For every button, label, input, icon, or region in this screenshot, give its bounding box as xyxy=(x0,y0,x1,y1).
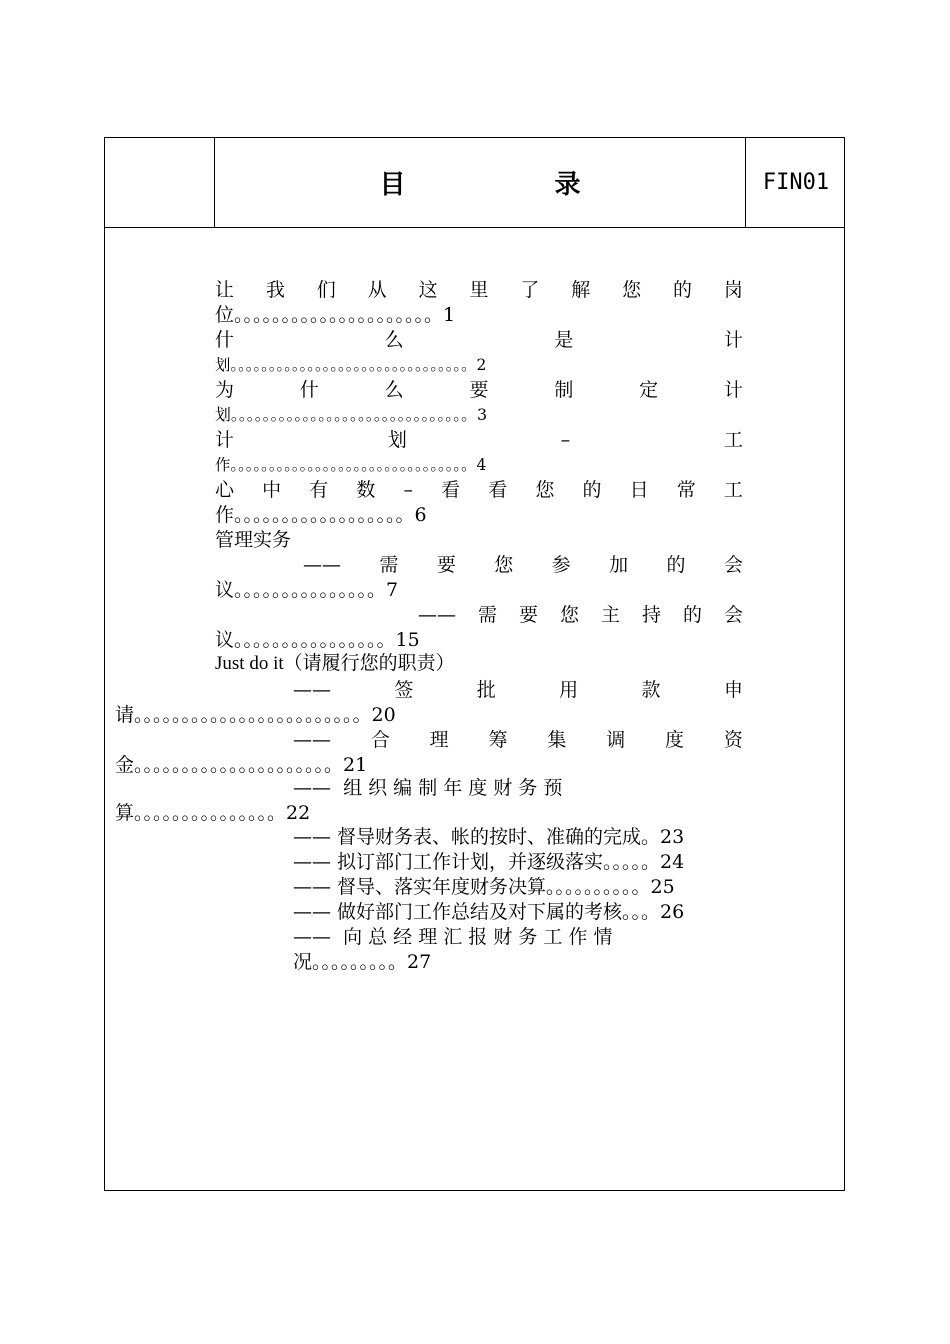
toc-section-heading: 管理实务 xyxy=(215,529,292,551)
toc-char: 的 xyxy=(582,479,602,501)
toc-char: 什 xyxy=(215,329,235,351)
toc-char: 什 xyxy=(299,379,319,401)
toc-char: 持 xyxy=(641,604,661,626)
header-bottom-rule xyxy=(105,227,844,228)
toc-char: 数 xyxy=(356,479,376,501)
toc-char: 中 xyxy=(262,479,282,501)
toc-char: 了 xyxy=(520,279,540,301)
toc-entry-9-line1 xyxy=(293,728,743,752)
toc-char: – xyxy=(403,479,413,501)
toc-char: 集 xyxy=(547,729,567,751)
toc-char: 工 xyxy=(723,479,743,501)
toc-char: 筹 xyxy=(488,729,508,751)
toc-char: 您 xyxy=(622,279,642,301)
toc-entry-6-line1 xyxy=(303,553,743,577)
toc-char: 度 xyxy=(665,729,685,751)
toc-entry-1-line2: 位。。。。。。。。。。。。。。。。。。。。。1 xyxy=(215,304,456,326)
toc-char: 需 xyxy=(477,604,497,626)
toc-char: —— xyxy=(303,554,341,576)
toc-entry-5-line2: 作。。。。。。。。。。。。。。。。。。6 xyxy=(215,504,427,526)
toc-entry-5-line1 xyxy=(215,478,743,502)
toc-char: 要 xyxy=(518,604,538,626)
toc-char: 加 xyxy=(609,554,629,576)
page-title: 目 录 xyxy=(379,170,651,200)
toc-char: 我 xyxy=(265,279,285,301)
toc-char: 会 xyxy=(723,554,743,576)
toc-char: 让 xyxy=(215,279,235,301)
toc-char: 的 xyxy=(682,604,702,626)
toc-char: 款 xyxy=(641,679,661,701)
toc-char: 用 xyxy=(559,679,579,701)
toc-entry-7-line2: 议。。。。。。。。。。。。。。。。15 xyxy=(215,629,420,651)
toc-char: 是 xyxy=(554,329,574,351)
toc-entry-8-line2: 请。。。。。。。。。。。。。。。。。。。。。。。。20 xyxy=(115,704,396,726)
toc-char: 计 xyxy=(723,329,743,351)
toc-char: 里 xyxy=(469,279,489,301)
toc-section-heading-2: Just do it（请履行您的职责） xyxy=(215,653,455,674)
toc-entry-8-line1 xyxy=(293,678,743,702)
toc-entry-3-line2: 划。。。。。。。。。。。。。。。。。。。。。。。。。。。。。。3 xyxy=(215,405,488,424)
toc-char: 们 xyxy=(316,279,336,301)
toc-char: 申 xyxy=(723,679,743,701)
toc-entry-6-line2: 议。。。。。。。。。。。。。。。7 xyxy=(215,579,399,601)
toc-char: —— xyxy=(293,679,331,701)
toc-entry-12: —— 拟订部门工作计划，并逐级落实。。。。。24 xyxy=(293,851,685,873)
document-code: FIN01 xyxy=(762,170,830,195)
toc-char: 看 xyxy=(441,479,461,501)
toc-char: 的 xyxy=(666,554,686,576)
toc-char: 制 xyxy=(554,379,574,401)
toc-char: 计 xyxy=(723,379,743,401)
toc-char: 您 xyxy=(494,554,514,576)
toc-entry-13: —— 督导、落实年度财务决算。。。。。。。。。。25 xyxy=(293,876,675,898)
toc-char: 这 xyxy=(418,279,438,301)
toc-char: 划 xyxy=(387,429,407,451)
toc-char: 日 xyxy=(629,479,649,501)
toc-entry-11: —— 督导财务表、帐的按时、准确的完成。23 xyxy=(293,826,685,848)
toc-char: 参 xyxy=(551,554,571,576)
toc-char: 为 xyxy=(215,379,235,401)
toc-char: 解 xyxy=(571,279,591,301)
toc-entry-2-line2: 划。。。。。。。。。。。。。。。。。。。。。。。。。。。。。。。2 xyxy=(215,356,487,374)
toc-entry-14: —— 做好部门工作总结及对下属的考核。。。26 xyxy=(293,901,685,923)
toc-char: 从 xyxy=(367,279,387,301)
toc-char: —— xyxy=(293,729,331,751)
toc-char: 您 xyxy=(535,479,555,501)
toc-entry-15-line1: —— 向 总 经 理 汇 报 财 务 工 作 情 xyxy=(293,926,613,948)
toc-entry-3-line1 xyxy=(215,378,743,402)
toc-char: 需 xyxy=(379,554,399,576)
toc-char: 么 xyxy=(384,329,404,351)
toc-char: – xyxy=(560,429,571,451)
toc-char: 工 xyxy=(723,429,743,451)
toc-char: 批 xyxy=(476,679,496,701)
toc-char: 么 xyxy=(384,379,404,401)
toc-char: 要 xyxy=(469,379,489,401)
toc-entry-4-line2: 作。。。。。。。。。。。。。。。。。。。。。。。。。。。。。。。4 xyxy=(215,456,487,474)
toc-char: 计 xyxy=(215,429,235,451)
toc-entry-1-line1 xyxy=(215,278,743,302)
toc-entry-15-line2: 况。。。。。。。。。27 xyxy=(293,951,432,973)
toc-char: 有 xyxy=(309,479,329,501)
toc-entry-2-line1 xyxy=(215,328,743,352)
toc-char: 心 xyxy=(215,479,235,501)
toc-char: 您 xyxy=(559,604,579,626)
toc-entry-7-line1 xyxy=(418,603,743,627)
toc-char: 定 xyxy=(639,379,659,401)
toc-char: 签 xyxy=(394,679,414,701)
toc-char: 调 xyxy=(606,729,626,751)
toc-char: —— xyxy=(418,604,456,626)
toc-char: 要 xyxy=(436,554,456,576)
toc-char: 主 xyxy=(600,604,620,626)
toc-entry-10-line2: 算。。。。。。。。。。。。。。。22 xyxy=(115,802,311,824)
toc-char: 理 xyxy=(429,729,449,751)
toc-entry-4-line1 xyxy=(215,428,743,452)
toc-char: 资 xyxy=(723,729,743,751)
toc-entry-10-line1: —— 组 织 编 制 年 度 财 务 预 xyxy=(293,777,563,799)
toc-char: 看 xyxy=(488,479,508,501)
toc-entry-9-line2: 金。。。。。。。。。。。。。。。。。。。。。21 xyxy=(115,754,368,776)
toc-char: 会 xyxy=(723,604,743,626)
toc-char: 岗 xyxy=(723,279,743,301)
toc-char: 常 xyxy=(676,479,696,501)
toc-char: 合 xyxy=(370,729,390,751)
toc-char: 的 xyxy=(673,279,693,301)
